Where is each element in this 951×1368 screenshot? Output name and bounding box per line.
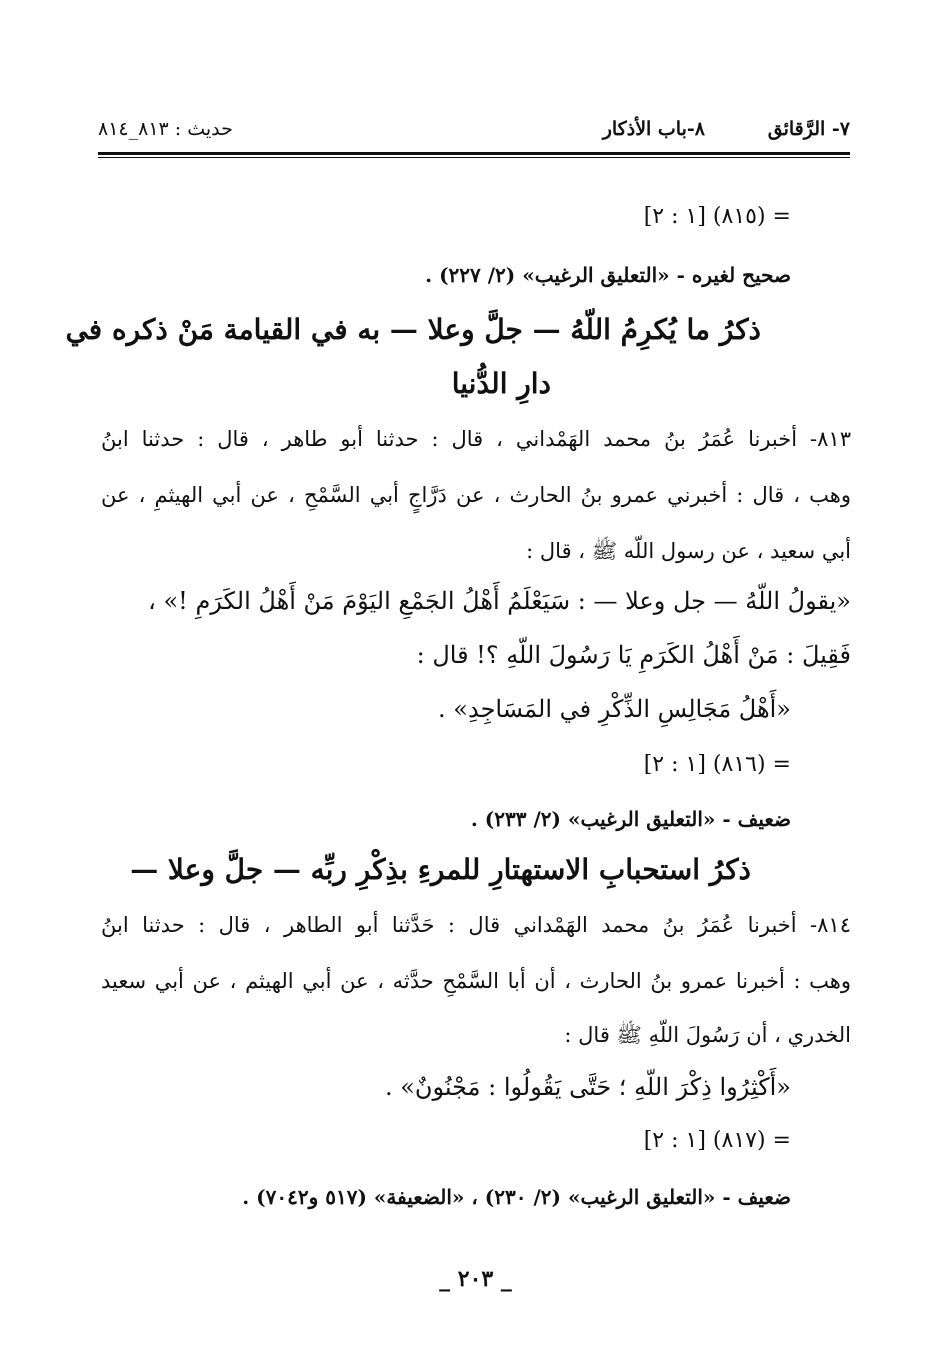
cross-reference: = (٨١٥) [١ : ٢] — [643, 204, 791, 229]
header-rule-thin — [98, 157, 850, 158]
grading: ضعيف - «التعليق الرغيب» (٢/ ٢٣٠) ، «الضعيفة» (٥١٧ و٧٠٤٢) . — [242, 1185, 791, 1209]
isnad-line: وهب : أخبرنا عمرو بنُ الحارث ، أن أبا السَّمْحِ حدَّثه ، عن أبي الهيثم ، عن أبي سعيد — [101, 969, 851, 993]
chapter-heading-line1: ذكرُ استحبابِ الاستهتارِ للمرءِ بذِكْرِ ربِّه — جلَّ وعلا — — [130, 853, 751, 886]
grading: ضعيف - «التعليق الرغيب» (٢/ ٢٣٣) . — [470, 807, 791, 831]
grading: صحيح لغيره - «التعليق الرغيب» (٢/ ٢٢٧) . — [425, 263, 791, 287]
matn-line: «أَكْثِرُوا ذِكْرَ اللّهِ ؛ حَتَّى يَقُولُوا : مَجْنُونٌ» . — [384, 1073, 791, 1101]
cross-reference: = (٨١٦) [١ : ٢] — [643, 752, 791, 777]
isnad-line: الخدري ، أن رَسُولَ اللّهِ ﷺ قال : — [564, 1023, 851, 1047]
isnad-line: ٨١٤- أخبرنا عُمَرُ بنُ محمد الهَمْداني قال : حَدَّثنا أبو الطاهر ، قال : حدثنا ابنُ — [101, 913, 851, 937]
matn-line: «يقولُ اللّهُ — جل وعلا — : سَيَعْلَمُ أَهْلُ الجَمْعِ اليَوْمَ مَنْ أَهْلُ الكَرَمِ !» ، — [148, 587, 851, 615]
isnad-line: وهب ، قال : أخبرني عمرو بنُ الحارث ، عن دَرَّاجٍ أبي السَّمْحِ ، عن أبي الهيثمِ ، عن — [101, 483, 851, 507]
matn-line: فَقِيلَ : مَنْ أَهْلُ الكَرَمِ يَا رَسُولَ اللّهِ ؟! قال : — [416, 641, 851, 669]
isnad-line: ٨١٣- أخبرنا عُمَرُ بنُ محمد الهَمْداني ، قال : حدثنا أبو طاهر ، قال : حدثنا ابنُ — [101, 427, 851, 451]
header-hadith-range: حديث : ٨١٣_٨١٤ — [98, 118, 233, 140]
header-section: ٨-باب الأذكار — [602, 118, 705, 140]
chapter-heading-line1: ذكرُ ما يُكرِمُ اللّهُ — جلَّ وعلا — به في القيامة مَنْ ذكره في — [65, 313, 761, 346]
matn-line: «أَهْلُ مَجَالِسِ الذِّكْرِ في المَسَاجِدِ» . — [438, 695, 791, 723]
header-rule-thick — [98, 152, 850, 155]
isnad-line: أبي سعيد ، عن رسول اللّه ﷺ ، قال : — [526, 539, 851, 563]
page-number: _ ٢٠٣ _ — [439, 1266, 512, 1292]
header-chapter: ٧- الرَّقائق — [767, 118, 850, 140]
chapter-heading-line2: دارِ الدُّنيا — [451, 367, 551, 400]
running-header — [98, 118, 850, 148]
cross-reference: = (٨١٧) [١ : ٢] — [643, 1128, 791, 1153]
